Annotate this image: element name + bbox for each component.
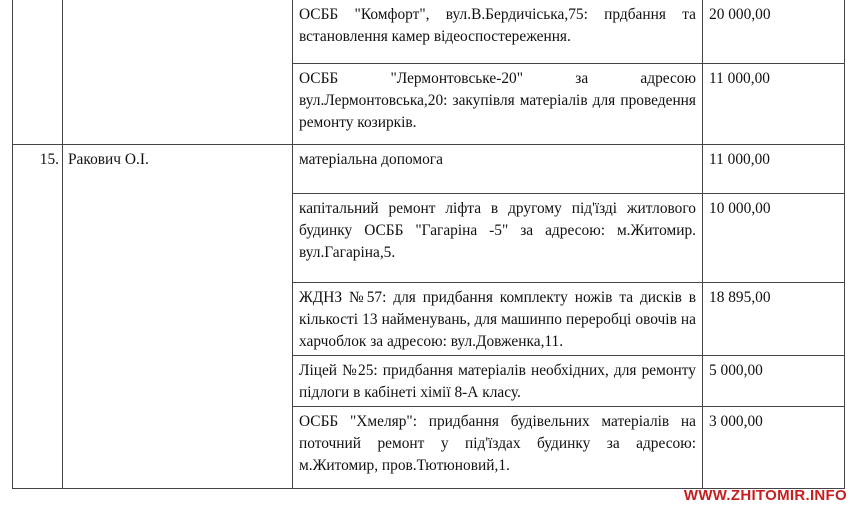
amount-value: 20 000,00 <box>703 0 845 63</box>
amount-value: 10 000,00 <box>703 193 845 282</box>
amount-value: 5 000,00 <box>703 355 845 406</box>
purpose-text <box>293 63 703 144</box>
allocation-table <box>12 0 845 489</box>
purpose-text-line: ОСББ "Лермонтовське-20" за адресою <box>299 69 696 87</box>
site-watermark: WWW.ZHITOMIR.INFO <box>683 487 847 504</box>
purpose-text-rest: вул.Лермонтовська,20: закупівля матеріалів для проведення ремонту козирків. <box>299 91 696 131</box>
purpose-text: ОСББ "Хмеляр": придбання будівельних матеріалів на поточний ремонт у під'їздах будинку за адресою: м.Житомир, пров.Тютюновий,1. <box>293 406 703 488</box>
amount-value: 11 000,00 <box>703 63 845 144</box>
amount-value: 3 000,00 <box>703 406 845 488</box>
amount-value: 11 000,00 <box>703 144 845 193</box>
deputy-name: Ракович О.І. <box>63 144 293 488</box>
purpose-text: матеріальна допомога <box>293 144 703 193</box>
row-number: 15. <box>13 144 63 488</box>
purpose-text: капітальний ремонт ліфта в другому під'їзді житлового будинку ОСББ "Гагаріна -5" за адресою: м.Житомир. вул.Гагаріна,5. <box>293 193 703 282</box>
table-row <box>13 0 845 63</box>
purpose-text: ОСББ "Комфорт", вул.В.Бердичіська,75: прдбання та встановлення камер відеоспостереження. <box>293 0 703 63</box>
deputy-name <box>63 0 293 144</box>
purpose-text: Ліцей №25: придбання матеріалів необхідних, для ремонту підлоги в кабінеті хімії 8-А класу. <box>293 355 703 406</box>
purpose-text: ЖДНЗ №57: для придбання комплекту ножів та дисків в кількості 13 найменувань, для машинпо переробці овочів на харчоблок за адресою: вул.Довженка,11. <box>293 282 703 355</box>
row-number <box>13 0 63 144</box>
table-row <box>13 144 845 193</box>
amount-value: 18 895,00 <box>703 282 845 355</box>
